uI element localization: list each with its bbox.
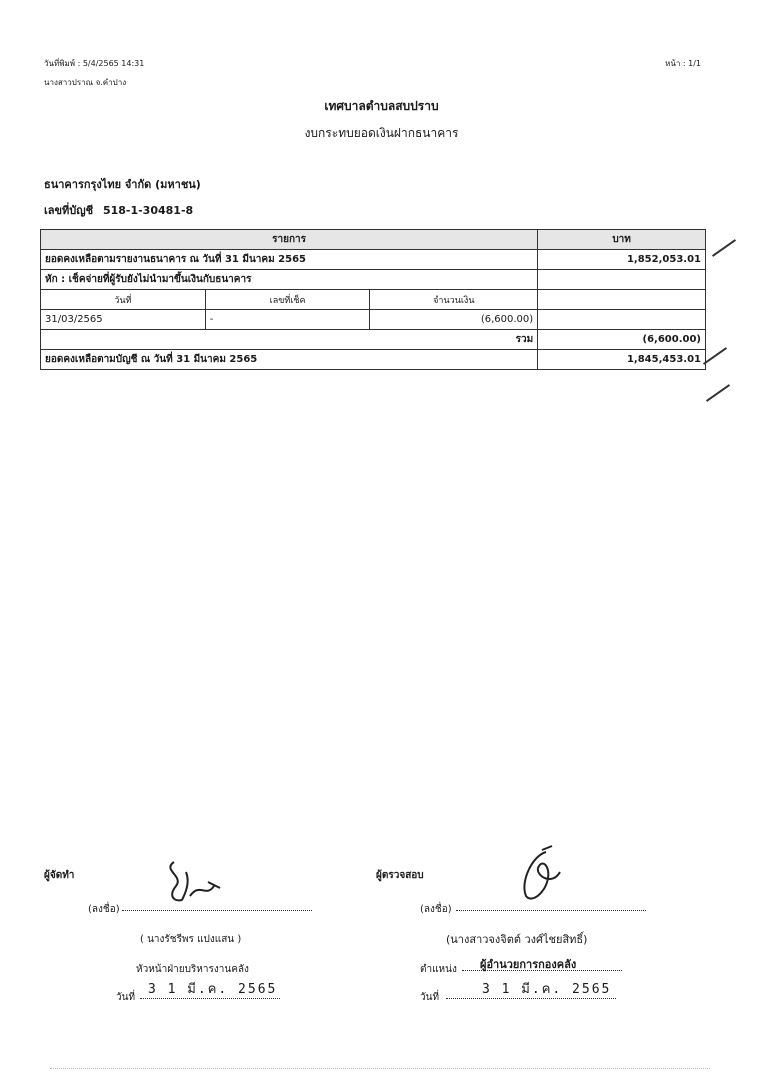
total-label: รวม: [41, 330, 538, 350]
sub-header-date: วันที่: [41, 290, 206, 310]
reviewer-position: ผู้อำนวยการกองคลัง: [480, 958, 577, 971]
printed-by: นางสาวปราณ จ.คำปาง: [44, 78, 127, 87]
print-date: วันที่พิมพ์ : 5/4/2565 14:31: [44, 59, 145, 68]
sub-header-cheque: เลขที่เช็ค: [205, 290, 370, 310]
document-title: เทศบาลตำบลสบปราบ: [324, 99, 439, 113]
preparer-date: 3 1 มี.ค. 2565: [148, 982, 278, 997]
table-header-row: [41, 230, 706, 250]
account-line: [44, 201, 193, 219]
total-value: (6,600.00): [538, 330, 706, 350]
reconciliation-table: [40, 229, 706, 370]
table-row: [41, 310, 706, 330]
preparer-name: ( นางรัชรีพร แปงแสน ): [140, 934, 242, 945]
preparer-position: หัวหน้าฝ่ายบริหารงานคลัง: [136, 964, 249, 975]
check-mark: [712, 239, 736, 257]
item-amount: (6,600.00): [370, 310, 538, 330]
header-item: รายการ: [41, 230, 538, 250]
preparer-signature: [160, 852, 230, 916]
reviewer-position-label: ตำแหน่ง: [420, 964, 457, 975]
table-row: [41, 270, 706, 290]
bank-balance-value: 1,852,053.01: [538, 250, 706, 270]
sub-header-row: [41, 290, 706, 310]
sub-header-amount: จำนวนเงิน: [370, 290, 538, 310]
item-cheque: -: [205, 310, 370, 330]
empty-cell: [538, 310, 706, 330]
header-baht: บาท: [538, 230, 706, 250]
empty-cell: [538, 290, 706, 310]
check-mark: [706, 384, 730, 402]
reviewer-signature: [512, 842, 568, 908]
less-label: หัก : เช็คจ่ายที่ผู้รับยังไม่นำมาขึ้นเงินกับธนาคาร: [41, 270, 538, 290]
book-balance-label: ยอดคงเหลือตามบัญชี ณ วันที่ 31 มีนาคม 2565: [41, 350, 538, 370]
reviewer-sign-label: (ลงชื่อ): [420, 904, 452, 915]
preparer-role: ผู้จัดทำ: [44, 870, 75, 881]
footer-divider: [50, 1068, 710, 1069]
table-row: [41, 330, 706, 350]
document-subtitle: งบกระทบยอดเงินฝากธนาคาร: [304, 126, 459, 140]
page-number: หน้า : 1/1: [665, 59, 701, 68]
bank-name: ธนาคารกรุงไทย จำกัด (มหาชน): [44, 178, 201, 191]
reviewer-name: (นางสาวจงจิตต์ วงศ์ไชยสิทธิ์): [446, 933, 588, 946]
check-mark: [703, 347, 727, 365]
book-balance-value: 1,845,453.01: [538, 350, 706, 370]
preparer-date-label: วันที่: [116, 992, 136, 1003]
bank-balance-label: ยอดคงเหลือตามรายงานธนาคาร ณ วันที่ 31 มีนาคม 2565: [41, 250, 538, 270]
table-row: [41, 350, 706, 370]
reviewer-date: 3 1 มี.ค. 2565: [482, 982, 612, 997]
empty-cell: [538, 270, 706, 290]
table-row: [41, 250, 706, 270]
reviewer-role: ผู้ตรวจสอบ: [376, 870, 424, 881]
item-date: 31/03/2565: [41, 310, 206, 330]
reviewer-date-label: วันที่: [420, 992, 440, 1003]
account-label: เลขที่บัญชี: [44, 204, 94, 217]
account-number: 518-1-30481-8: [102, 204, 194, 217]
preparer-sign-label: (ลงชื่อ): [88, 904, 120, 915]
